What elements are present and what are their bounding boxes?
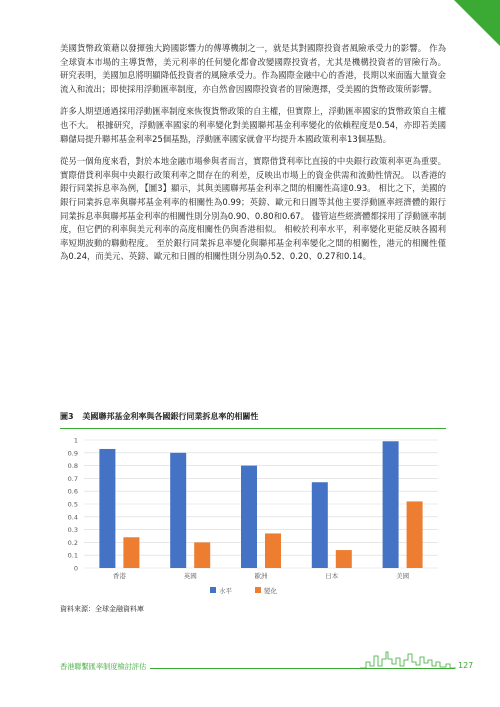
y-tick-label: 0.2: [67, 538, 78, 547]
bar-水平: [170, 453, 186, 568]
y-tick-label: 0.8: [67, 462, 78, 471]
bar-變化: [265, 533, 281, 568]
y-tick-label: 0.4: [67, 513, 78, 522]
figure-source: 資料來源：全球金融資料庫: [60, 605, 144, 613]
paragraph-1: 美國貨幣政策藉以發揮強大跨國影響力的傳導機制之一，就是其對國際投資者風險承受力的影響。 作為全球資本市場的主導貨幣，美元利率的任何變化都會改變國際投資者，尤其是機構投資者的冒險行為。 研究表明，美國加息將明顯降低投資者的風險承受力。作為國際金融中心的香港，長期以來面臨大量資金流入和流出；即使採用浮動匯率制度，亦自然會因國際投資者的冒險選擇，受美國的貨幣政策所影響。: [60, 43, 446, 94]
x-tick-label: 美國: [396, 572, 410, 580]
chart: [60, 432, 446, 602]
figure-caption: 美國聯邦基金利率與各國銀行同業拆息率的相關性: [82, 412, 259, 421]
figure-number: 圖3: [60, 412, 74, 421]
paragraph-2: 許多人期望通過採用浮動匯率制度來恢復貨幣政策的自主權，但實際上，浮動匯率國家的貨幣政策自主權也不大。 根據研究，浮動匯率國家的利率變化對美國聯邦基金利率變化的依賴程度是0.54，亦即若美國聯儲局提升聯邦基金利率25個基點，浮動匯率國家就會平均提升本國政策利率13個基點。: [60, 106, 446, 144]
page-number: 127: [458, 661, 474, 670]
chart-svg: [60, 432, 446, 602]
y-tick-label: 0.1: [67, 551, 78, 560]
bar-變化: [407, 501, 423, 568]
legend-swatch: [210, 587, 216, 593]
bar-水平: [383, 441, 399, 568]
bar-變化: [194, 542, 210, 568]
x-tick-label: 英國: [183, 572, 197, 580]
skyline-icon: [360, 650, 456, 670]
legend-swatch: [255, 587, 261, 593]
y-tick-label: 0.9: [67, 449, 78, 458]
y-tick-label: 0: [73, 564, 78, 573]
bar-水平: [99, 449, 115, 568]
x-tick-label: 歐洲: [254, 572, 268, 580]
bar-水平: [312, 482, 328, 568]
bar-變化: [123, 537, 139, 568]
paragraph-3: 從另一個角度來看，對於本地金融市場參與者而言，實際借貸利率比直接的中央銀行政策利率更為重要。 實際借貸利率與中央銀行政策利率之間存在的利差，反映出市場上的資金供需和流動性情況。 以香港的銀行同業拆息率為例，【圖3】顯示，其與美國聯邦基金利率之間的相關性高達0.93。 相比之下，美國的銀行同業拆息率與聯邦基金利率的相關性為0.99；英鎊、歐元和日圓等其他主要浮動匯率經濟體的銀行同業拆息率與聯邦基金利率的相關性則分別為0.90、0.80和0.67。 儘管這些經濟體都採用了浮動匯率制度，但它們的利率與美元利率的高度相關性仍與香港相似。 相較於利率水平，利率變化更能反映各國利率短期波動的聯動程度。 至於銀行同業拆息率變化與聯邦基金利率變化之間的相關性，港元的相關性僅為0.24，而美元、英鎊、歐元和日圓的相關性則分別為0.52、0.20、0.27和0.14。: [60, 156, 446, 262]
bar-水平: [241, 466, 257, 568]
figure-title: [60, 411, 446, 429]
body-text: [60, 42, 446, 273]
footer-title: 香港聯繫匯率制度檢討評估: [60, 662, 150, 672]
y-tick-label: 1: [73, 436, 78, 445]
x-tick-label: 香港: [112, 572, 126, 580]
bar-變化: [336, 550, 352, 568]
y-tick-label: 0.5: [67, 500, 78, 509]
legend-label: 水平: [219, 587, 232, 595]
y-tick-label: 0.6: [67, 487, 78, 496]
x-tick-label: 日本: [325, 572, 339, 580]
y-tick-label: 0.3: [67, 526, 78, 535]
corner-accent: [454, 0, 500, 46]
legend-label: 變化: [264, 587, 277, 595]
y-tick-label: 0.7: [67, 474, 78, 483]
